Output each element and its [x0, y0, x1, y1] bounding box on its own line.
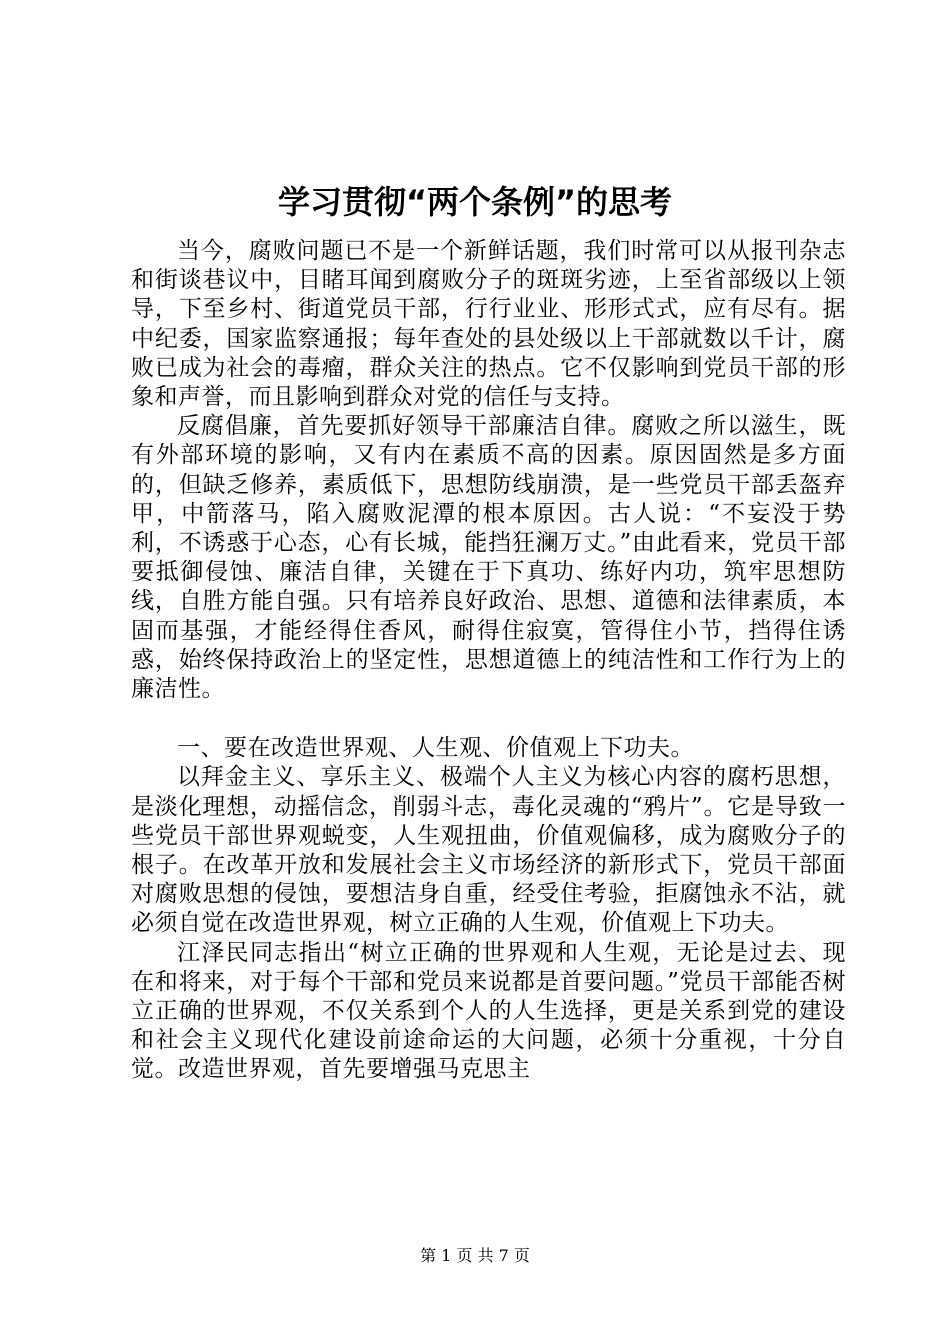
document-body [131, 237, 846, 1085]
paragraph-worldview: 以拜金主义、享乐主义、极端个人主义为核心内容的腐朽思想，是淡化理想，动摇信念，削弱斗志，毒化灵魂的“鸦片”。它是导致一些党员干部世界观蜕变，人生观扭曲，价值观偏移，成为腐败分子的根子。在改革开放和发展社会主义市场经济的新形式下，党员干部面对腐败思想的侵蚀，要想洁身自重，经受住考验，拒腐蚀永不沾，就必须自觉在改造世界观，树立正确的人生观，价值观上下功夫。 [131, 764, 846, 937]
paragraph-quote: 江泽民同志指出“树立正确的世界观和人生观，无论是过去、现在和将来，对于每个干部和党员来说都是首要问题。”党员干部能否树立正确的世界观，不仅关系到个人的人生选择，更是关系到党的建设和社会主义现代化建设前途命运的大问题，必须十分重视，十分自觉。改造世界观，首先要增强马克思主 [131, 939, 846, 1083]
paragraph-spacer [131, 704, 846, 734]
section-heading-1: 一、要在改造世界观、人生观、价值观上下功夫。 [177, 735, 694, 762]
paragraph-intro: 当今，腐败问题已不是一个新鲜话题，我们时常可以从报刊杂志和街谈巷议中，目睹耳闻到腐败分子的斑斑劣迹，上至省部级以上领导，下至乡村、街道党员干部，行行业业、形形式式，应有尽有。据中纪委，国家监察通报；每年查处的县处级以上干部就数以千计，腐败已成为社会的毒瘤，群众关注的热点。它不仅影响到党员干部的形象和声誉，而且影响到群众对党的信任与支持。 [131, 238, 846, 411]
paragraph-anti-corruption: 反腐倡廉，首先要抓好领导干部廉洁自律。腐败之所以滋生，既有外部环境的影响，又有内在素质不高的因素。原因固然是多方面的，但缺乏修养，素质低下，思想防线崩溃，是一些党员干部丢盔弃甲，中箭落马，陷入腐败泥潭的根本原因。古人说：“不妄没于势利，不诱惑于心态，心有长城，能挡狂澜万丈。”由此看来，党员干部要抵御侵蚀、廉洁自律，关键在于下真功、练好内功，筑牢思想防线，自胜方能自强。只有培养良好政治、思想、道德和法律素质，本固而基强，才能经得住香风，耐得住寂寞，管得住小节，挡得住诱惑，始终保持政治上的坚定性，思想道德上的纯洁性和工作行为上的廉洁性。 [131, 413, 846, 703]
document-title: 学习贯彻“两个条例”的思考 [277, 183, 673, 221]
page-footer: 第 1 页 共 7 页 [420, 1246, 530, 1265]
